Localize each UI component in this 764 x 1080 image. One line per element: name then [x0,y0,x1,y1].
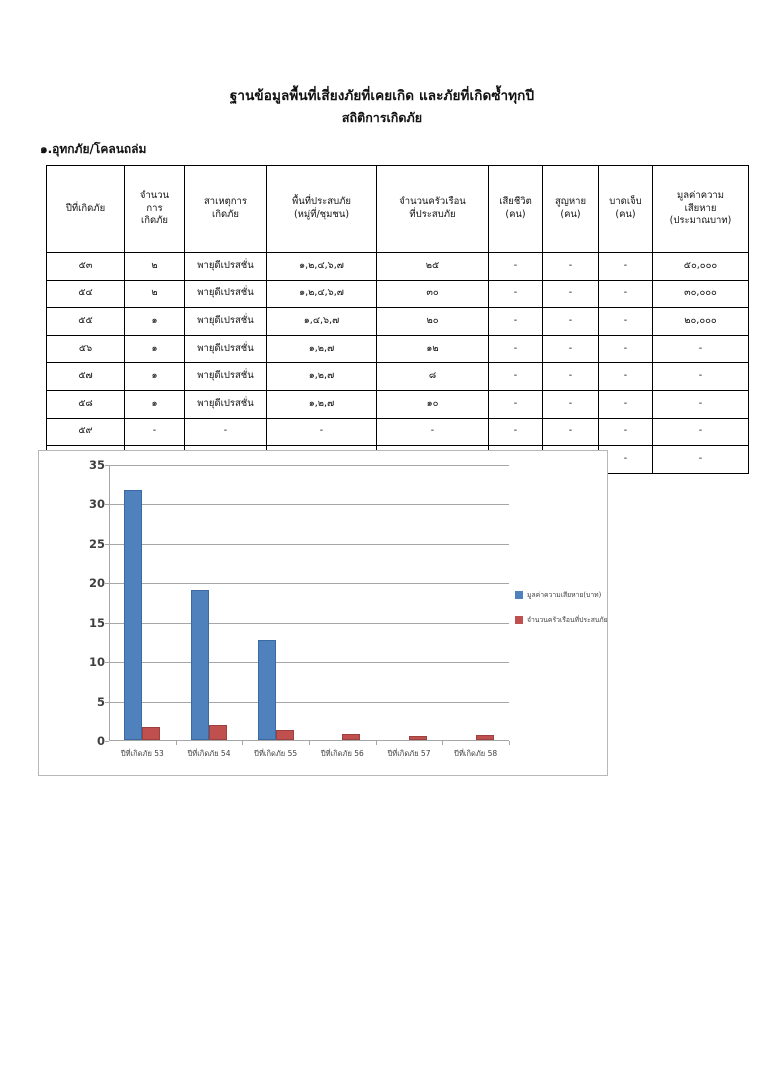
y-axis-tick-label: 30 [88,497,105,512]
table-cell-count: ๑ [125,335,185,363]
table-column-header [599,166,653,253]
table-cell-households: ๒๐ [377,308,489,336]
table-cell-dead: - [489,253,543,281]
header-line: เสียหาย [684,202,717,214]
y-axis-line [109,465,110,741]
table-cell-damage: ๕๐,๐๐๐ [653,253,749,281]
table-cell-damage: - [653,446,749,474]
chart-gridline [109,662,509,663]
x-axis-tick-mark [442,741,443,745]
x-axis-tick-label: ปีที่เกิดภัย 57 [387,749,431,758]
table-cell-injured: - [599,335,653,363]
chart-inner [39,451,607,775]
table-cell-year: ๕๗ [47,363,125,391]
table-cell-households: ๓๐ [377,280,489,308]
table-row [47,418,749,446]
table-cell-damage: - [653,363,749,391]
table-cell-dead: - [489,335,543,363]
table-header [47,166,749,253]
header-line: เสียชีวิต [499,196,532,208]
table-cell-households: ๑๒ [377,335,489,363]
y-axis-tick-mark [105,741,109,742]
y-axis-tick-label: 10 [88,655,105,670]
table-column-header [185,166,267,253]
table-cell-area: ๑,๒,๗ [267,390,377,418]
chart-bar [342,734,360,740]
header-line: จำนวนครัวเรือน [399,196,466,208]
table-cell-dead: - [489,390,543,418]
table-cell-damage: - [653,335,749,363]
table-cell-count: ๒ [125,253,185,281]
y-axis-tick-mark [105,504,109,505]
table-row [47,253,749,281]
header-line: เกิดภัย [141,215,168,227]
table-cell-missing: - [543,253,599,281]
x-axis-tick-mark [309,741,310,745]
x-axis-tick-mark [176,741,177,745]
table-column-header [377,166,489,253]
y-axis-tick-mark [105,544,109,545]
table-cell-damage: - [653,390,749,418]
table-cell-cause: พายุดีเปรสชั่น [185,308,267,336]
legend-label: มูลค่าความเสียหาย(บาท) [527,591,602,599]
x-axis-tick-label: ปีที่เกิดภัย 53 [120,749,164,758]
table-cell-missing: - [543,418,599,446]
header-line: (คน) [615,209,636,220]
x-axis-tick-mark [242,741,243,745]
table-cell-count: ๒ [125,280,185,308]
table-header-row [47,166,749,253]
y-axis-tick-label: 35 [88,458,105,472]
table-column-header [653,166,749,253]
chart-legend [515,589,637,639]
table-cell-damage: ๓๐,๐๐๐ [653,280,749,308]
chart-gridline [109,504,509,505]
x-axis-tick-label: ปีที่เกิดภัย 58 [454,749,498,758]
table-cell-cause: พายุดีเปรสชั่น [185,390,267,418]
table-cell-year: ๕๙ [47,418,125,446]
table-cell-dead: - [489,280,543,308]
disaster-statistics-table-wrapper [46,165,732,474]
chart-bar [276,730,294,740]
table-cell-missing: - [543,363,599,391]
table-row [47,335,749,363]
table-body [47,253,749,474]
header-line: จำนวน [139,189,170,201]
table-cell-area: ๑,๒,๔,๖,๗ [267,280,377,308]
table-cell-area: ๑,๔,๖,๗ [267,308,377,336]
section-heading: ๑.อุทกภัย/โคลนถล่ม [40,142,147,156]
table-row [47,390,749,418]
table-cell-damage: ๒๐,๐๐๐ [653,308,749,336]
table-cell-year: ๕๘ [47,390,125,418]
chart-bar [209,725,227,740]
header-line: (หมู่ที่/ชุมชน) [293,209,350,220]
table-cell-injured: - [599,280,653,308]
header-line: ที่ประสบภัย [409,209,456,220]
table-cell-households: ๑๐ [377,390,489,418]
chart-bar [191,590,209,740]
table-cell-area: ๑,๒,๗ [267,335,377,363]
table-cell-count: - [125,418,185,446]
chart-bar [409,736,427,740]
page-subtitle: สถิติการเกิดภัย [341,110,423,126]
disaster-statistics-table [46,165,749,474]
table-cell-households: ๒๕ [377,253,489,281]
table-cell-cause: พายุดีเปรสชั่น [185,335,267,363]
table-cell-injured: - [599,308,653,336]
table-cell-area: ๑,๒,๔,๖,๗ [267,253,377,281]
table-cell-dead: - [489,418,543,446]
table-cell-cause: - [185,418,267,446]
header-line: บาดเจ็บ [609,196,642,208]
chart-bar [142,727,160,740]
y-axis-tick-mark [105,623,109,624]
legend-item [515,589,637,600]
legend-item [515,614,637,625]
header-line: (คน) [505,209,526,220]
header-line: (คน) [560,209,581,220]
chart-gridline [109,583,509,584]
table-cell-area: ๑,๒,๗ [267,363,377,391]
y-axis-tick-label: 20 [88,576,105,591]
legend-color-swatch [515,591,523,599]
y-axis-tick-mark [105,583,109,584]
table-cell-damage: - [653,418,749,446]
x-axis-tick-mark [509,741,510,745]
table-cell-year: ๕๕ [47,308,125,336]
table-cell-injured: - [599,390,653,418]
x-axis-tick-label: ปีที่เกิดภัย 55 [254,749,298,758]
table-column-header [267,166,377,253]
x-axis-tick-mark [376,741,377,745]
title-block [0,86,764,128]
table-column-header [47,166,125,253]
legend-color-swatch [515,616,523,624]
y-axis-tick-mark [105,465,109,466]
x-axis-tick-label: ปีที่เกิดภัย 56 [320,749,364,758]
table-column-header [543,166,599,253]
header-line: การ [146,202,163,214]
table-cell-cause: พายุดีเปรสชั่น [185,253,267,281]
chart-gridline [109,702,509,703]
header-line: พื้นที่ประสบภัย [292,196,351,208]
legend-label: จำนวนครัวเรือนที่ประสบภัย [527,616,608,624]
table-cell-count: ๑ [125,308,185,336]
disaster-bar-chart [38,450,608,776]
table-column-header [125,166,185,253]
table-cell-cause: พายุดีเปรสชั่น [185,363,267,391]
table-cell-missing: - [543,390,599,418]
header-line: (ประมาณบาท) [669,215,732,227]
table-cell-area: - [267,418,377,446]
table-cell-missing: - [543,308,599,336]
header-line: มูลค่าความ [676,189,725,201]
y-axis-tick-label: 25 [88,536,105,551]
chart-bar [124,490,142,740]
table-cell-count: ๑ [125,363,185,391]
table-cell-dead: - [489,308,543,336]
table-cell-missing: - [543,280,599,308]
header-line: ปีที่เกิดภัย [65,202,106,214]
chart-gridline [109,465,509,466]
chart-bar [476,735,494,740]
table-row [47,308,749,336]
y-axis-tick-label: 15 [88,615,105,630]
page-title: ฐานข้อมูลพื้นที่เสี่ยงภัยที่เคยเกิด และภัยที่เกิดซ้ำทุกปี [229,88,535,104]
table-cell-injured: - [599,446,653,474]
table-cell-count: ๑ [125,390,185,418]
chart-plot-area [88,458,509,748]
table-cell-year: ๕๔ [47,280,125,308]
table-column-header [489,166,543,253]
chart-gridline [109,623,509,624]
table-cell-missing: - [543,335,599,363]
y-axis-tick-mark [105,702,109,703]
table-cell-injured: - [599,253,653,281]
table-cell-injured: - [599,418,653,446]
table-cell-cause: พายุดีเปรสชั่น [185,280,267,308]
table-cell-dead: - [489,363,543,391]
table-row [47,280,749,308]
table-cell-households: - [377,418,489,446]
chart-gridline [109,544,509,545]
header-line: สาเหตุการ [203,196,247,208]
chart-bar [258,640,276,740]
x-axis-tick-label: ปีที่เกิดภัย 54 [187,749,231,758]
header-line: สูญหาย [554,196,587,208]
table-cell-injured: - [599,363,653,391]
table-cell-year: ๕๖ [47,335,125,363]
y-axis-tick-label: 0 [96,734,105,748]
table-cell-households: ๘ [377,363,489,391]
table-row [47,363,749,391]
header-line: เกิดภัย [212,209,239,220]
table-cell-year: ๕๓ [47,253,125,281]
y-axis-tick-label: 5 [96,694,105,709]
y-axis-tick-mark [105,662,109,663]
